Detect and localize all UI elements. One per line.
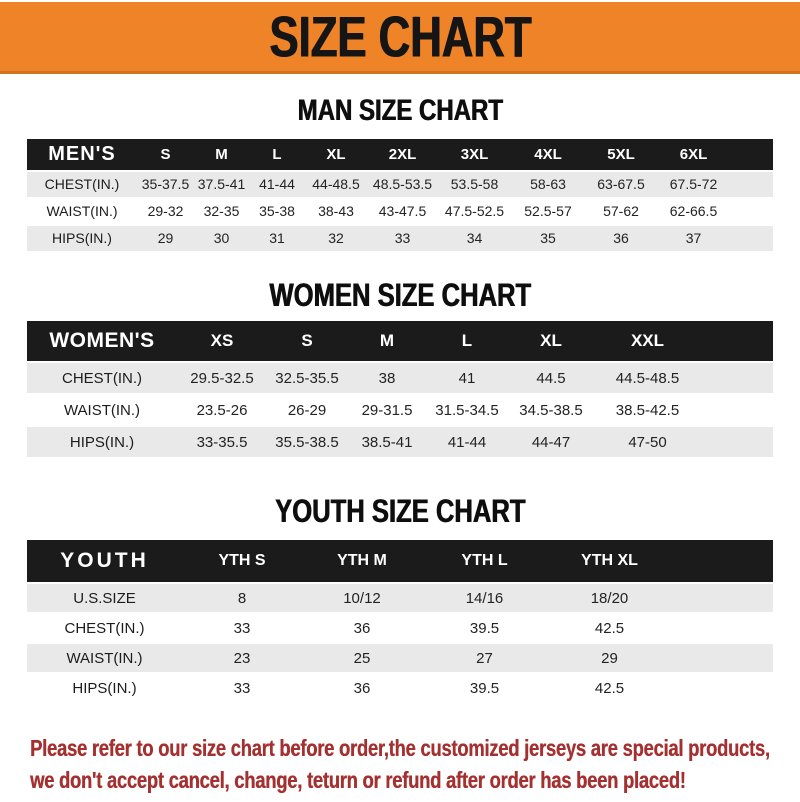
column-header: XS — [177, 321, 267, 361]
column-header: M — [347, 321, 427, 361]
section-heading-women: WOMEN SIZE CHART — [269, 276, 531, 313]
column-header: L — [249, 139, 305, 170]
order-notice — [30, 732, 800, 796]
table-row — [27, 363, 773, 393]
size-cell: 42.5 — [547, 674, 672, 702]
column-header: YTH XL — [547, 540, 672, 582]
size-chart-banner — [0, 2, 800, 74]
size-cell: 27 — [422, 644, 547, 672]
size-cell: 29.5-32.5 — [177, 363, 267, 393]
notice-line-1: Please refer to our size chart before order,the customized jerseys are special products, — [30, 735, 770, 762]
size-table-women — [27, 319, 773, 459]
table-row — [27, 644, 773, 672]
size-cell: 41-44 — [427, 427, 507, 457]
size-cell: 18/20 — [547, 584, 672, 612]
spacer-cell — [672, 614, 773, 642]
size-chart-page — [0, 2, 800, 796]
column-header: L — [427, 321, 507, 361]
row-label: HIPS(IN.) — [27, 674, 182, 702]
size-cell: 35 — [511, 226, 585, 251]
size-cell: 41 — [427, 363, 507, 393]
size-cell: 47.5-52.5 — [438, 199, 511, 224]
row-label: U.S.SIZE — [27, 584, 182, 612]
size-cell: 48.5-53.5 — [367, 172, 438, 197]
table-header-row — [27, 540, 773, 582]
spacer-cell — [730, 226, 773, 251]
spacer-cell — [700, 395, 773, 425]
table-corner-label: MEN'S — [27, 139, 137, 170]
column-header: 6XL — [657, 139, 730, 170]
size-cell: 44-47 — [507, 427, 595, 457]
row-label: WAIST(IN.) — [27, 199, 137, 224]
size-cell: 33 — [182, 674, 302, 702]
size-cell: 62-66.5 — [657, 199, 730, 224]
row-label: CHEST(IN.) — [27, 614, 182, 642]
row-label: HIPS(IN.) — [27, 226, 137, 251]
size-cell: 34 — [438, 226, 511, 251]
size-cell: 25 — [302, 644, 422, 672]
table-row — [27, 226, 773, 251]
size-cell: 29-31.5 — [347, 395, 427, 425]
row-label: WAIST(IN.) — [27, 644, 182, 672]
table-header-row — [27, 321, 773, 361]
size-cell: 37 — [657, 226, 730, 251]
row-label: CHEST(IN.) — [27, 172, 137, 197]
size-cell: 32.5-35.5 — [267, 363, 347, 393]
section-heading-youth: YOUTH SIZE CHART — [274, 493, 526, 530]
size-table-youth — [27, 538, 773, 704]
section-heading-men: MAN SIZE CHART — [297, 94, 503, 127]
size-cell: 29 — [137, 226, 194, 251]
size-cell: 23 — [182, 644, 302, 672]
size-cell: 52.5-57 — [511, 199, 585, 224]
column-header: 2XL — [367, 139, 438, 170]
column-header: M — [194, 139, 249, 170]
column-header: 3XL — [438, 139, 511, 170]
size-cell: 47-50 — [595, 427, 700, 457]
size-cell: 37.5-41 — [194, 172, 249, 197]
notice-line-2: we don't accept cancel, change, teturn or refund after order has been placed! — [30, 767, 686, 794]
spacer-cell — [700, 427, 773, 457]
table-row — [27, 427, 773, 457]
spacer-cell — [730, 139, 773, 170]
spacer-cell — [730, 172, 773, 197]
size-cell: 36 — [585, 226, 657, 251]
spacer-cell — [700, 321, 773, 361]
size-cell: 10/12 — [302, 584, 422, 612]
size-section-men — [0, 94, 800, 253]
size-cell: 38 — [347, 363, 427, 393]
size-cell: 67.5-72 — [657, 172, 730, 197]
size-cell: 8 — [182, 584, 302, 612]
size-cell: 36 — [302, 614, 422, 642]
size-cell: 36 — [302, 674, 422, 702]
size-cell: 29-32 — [137, 199, 194, 224]
size-cell: 14/16 — [422, 584, 547, 612]
size-cell: 31 — [249, 226, 305, 251]
size-cell: 44.5-48.5 — [595, 363, 700, 393]
size-cell: 35-38 — [249, 199, 305, 224]
size-cell: 38.5-42.5 — [595, 395, 700, 425]
column-header: XL — [507, 321, 595, 361]
table-row — [27, 199, 773, 224]
table-row — [27, 395, 773, 425]
size-cell: 57-62 — [585, 199, 657, 224]
table-row — [27, 172, 773, 197]
row-label: WAIST(IN.) — [27, 395, 177, 425]
table-row — [27, 674, 773, 702]
size-cell: 39.5 — [422, 674, 547, 702]
size-cell: 33 — [182, 614, 302, 642]
size-cell: 35-37.5 — [137, 172, 194, 197]
column-header: S — [137, 139, 194, 170]
column-header: YTH S — [182, 540, 302, 582]
size-cell: 53.5-58 — [438, 172, 511, 197]
size-cell: 58-63 — [511, 172, 585, 197]
spacer-cell — [730, 199, 773, 224]
size-cell: 26-29 — [267, 395, 347, 425]
size-cell: 29 — [547, 644, 672, 672]
column-header: XXL — [595, 321, 700, 361]
size-section-youth — [0, 493, 800, 704]
size-cell: 44.5 — [507, 363, 595, 393]
spacer-cell — [672, 644, 773, 672]
size-table-men — [27, 137, 773, 253]
size-cell: 38.5-41 — [347, 427, 427, 457]
spacer-cell — [700, 363, 773, 393]
column-header: S — [267, 321, 347, 361]
spacer-cell — [672, 540, 773, 582]
page-title: SIZE CHART — [268, 3, 532, 69]
spacer-cell — [672, 584, 773, 612]
size-chart-sections — [0, 94, 800, 704]
column-header: 4XL — [511, 139, 585, 170]
size-cell: 30 — [194, 226, 249, 251]
table-corner-label: YOUTH — [27, 540, 182, 582]
spacer-cell — [672, 674, 773, 702]
size-cell: 34.5-38.5 — [507, 395, 595, 425]
size-cell: 35.5-38.5 — [267, 427, 347, 457]
column-header: 5XL — [585, 139, 657, 170]
size-cell: 33 — [367, 226, 438, 251]
row-label: CHEST(IN.) — [27, 363, 177, 393]
size-cell: 23.5-26 — [177, 395, 267, 425]
table-corner-label: WOMEN'S — [27, 321, 177, 361]
table-row — [27, 614, 773, 642]
size-section-women — [0, 277, 800, 460]
column-header: YTH L — [422, 540, 547, 582]
size-cell: 43-47.5 — [367, 199, 438, 224]
size-cell: 32 — [305, 226, 367, 251]
row-label: HIPS(IN.) — [27, 427, 177, 457]
size-cell: 39.5 — [422, 614, 547, 642]
size-cell: 63-67.5 — [585, 172, 657, 197]
size-cell: 42.5 — [547, 614, 672, 642]
size-cell: 31.5-34.5 — [427, 395, 507, 425]
size-cell: 38-43 — [305, 199, 367, 224]
size-cell: 41-44 — [249, 172, 305, 197]
column-header: XL — [305, 139, 367, 170]
size-cell: 33-35.5 — [177, 427, 267, 457]
table-row — [27, 584, 773, 612]
size-cell: 32-35 — [194, 199, 249, 224]
size-cell: 44-48.5 — [305, 172, 367, 197]
table-header-row — [27, 139, 773, 170]
column-header: YTH M — [302, 540, 422, 582]
